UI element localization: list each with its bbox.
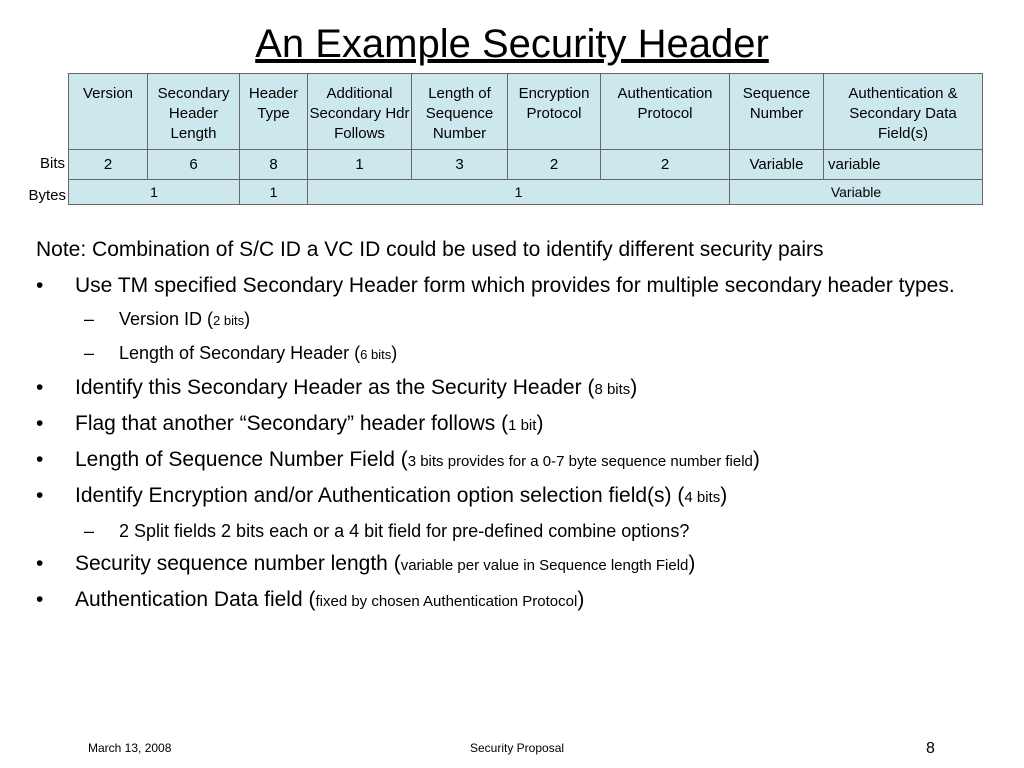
table-row-headers — [69, 74, 983, 150]
bullet-small: 4 bits — [684, 489, 721, 506]
bytes-row-label: Bytes — [28, 187, 66, 204]
bullet-text: Identify this Secondary Header as the Security Header ( — [75, 376, 595, 399]
note-line: Note: Combination of S/C ID a VC ID could be used to identify different security pairs — [36, 238, 824, 261]
bullet-close: ) — [577, 588, 585, 611]
header-cell-auth-secondary-data: Authentication & Secondary Data Field(s) — [824, 74, 983, 150]
bytes-cell: Variable — [730, 180, 983, 205]
bits-cell: 2 — [508, 150, 601, 180]
bullet-item — [36, 272, 1016, 300]
bullet-text: Use TM specified Secondary Header form which provides for multiple secondary header types. — [75, 274, 955, 297]
bits-cell: Variable — [730, 150, 824, 180]
bits-cell: 2 — [601, 150, 730, 180]
page-number: 8 — [926, 740, 935, 757]
table-row-bits — [69, 150, 983, 180]
bullet-item — [36, 482, 1016, 512]
bullet-small: variable per value in Sequence length Field — [400, 557, 689, 574]
header-cell-secondary-header-length: Secondary Header Length — [148, 74, 240, 150]
bullet-small: fixed by chosen Authentication Protocol — [315, 593, 578, 610]
sub-bullet-small: 6 bits — [360, 347, 392, 362]
bullet-item — [36, 550, 1016, 580]
bullet-small: 8 bits — [594, 381, 631, 398]
bullet-item — [36, 410, 1016, 440]
sub-bullet-small: 2 bits — [213, 313, 245, 328]
sub-bullet-item — [36, 518, 1016, 544]
bits-cell: variable — [824, 150, 983, 180]
bullet-icon: • — [36, 274, 44, 297]
bits-cell: 1 — [308, 150, 412, 180]
bytes-cell: 1 — [69, 180, 240, 205]
bullet-icon: • — [36, 448, 44, 471]
bullet-close: ) — [688, 552, 696, 575]
bullet-small: 3 bits provides for a 0-7 byte sequence number field — [407, 453, 753, 470]
footer-date: March 13, 2008 — [88, 741, 172, 755]
slide-title: An Example Security Header — [255, 22, 769, 66]
header-cell-version: Version — [69, 74, 148, 150]
bullet-item — [36, 446, 1016, 476]
bytes-cell: 1 — [308, 180, 730, 205]
header-cell-length-of-sequence: Length of Sequence Number — [412, 74, 508, 150]
bits-cell: 6 — [148, 150, 240, 180]
sub-bullet-text: Version ID ( — [119, 309, 214, 329]
notes-body — [36, 236, 1016, 622]
table-row-bytes — [69, 180, 983, 205]
security-header-table — [68, 73, 983, 205]
bits-row-label: Bits — [39, 155, 65, 172]
dash-icon: – — [84, 343, 95, 363]
bullet-icon: • — [36, 552, 44, 575]
bullet-icon: • — [36, 588, 44, 611]
bullet-close: ) — [536, 412, 544, 435]
bullet-text: Authentication Data field ( — [75, 588, 316, 611]
bytes-cell: 1 — [240, 180, 308, 205]
bits-cell: 2 — [69, 150, 148, 180]
bullet-text: Security sequence number length ( — [75, 552, 401, 575]
bullet-item — [36, 374, 1016, 404]
dash-icon: – — [84, 309, 95, 329]
bullet-text: Identify Encryption and/or Authentication option selection field(s) ( — [75, 484, 685, 507]
header-cell-encryption-protocol: Encryption Protocol — [508, 74, 601, 150]
header-cell-sequence-number: Sequence Number — [730, 74, 824, 150]
dash-icon: – — [84, 521, 95, 541]
bullet-icon: • — [36, 412, 44, 435]
bits-cell: 8 — [240, 150, 308, 180]
sub-bullet-text: 2 Split fields 2 bits each or a 4 bit field for pre-defined combine options? — [119, 521, 690, 541]
bullet-text: Length of Sequence Number Field ( — [75, 448, 408, 471]
sub-bullet-text: Length of Secondary Header ( — [119, 343, 361, 363]
sub-bullet-close: ) — [244, 309, 251, 329]
footer-title: Security Proposal — [470, 741, 565, 755]
bullet-close: ) — [752, 448, 760, 471]
bullet-text: Flag that another “Secondary” header follows ( — [75, 412, 509, 435]
header-cell-additional-secondary: Additional Secondary Hdr Follows — [308, 74, 412, 150]
sub-bullet-item — [36, 306, 1016, 334]
bullet-small: 1 bit — [508, 417, 537, 434]
bullet-icon: • — [36, 376, 44, 399]
bullet-close: ) — [720, 484, 728, 507]
bullet-item — [36, 586, 1016, 616]
bullet-close: ) — [630, 376, 638, 399]
header-cell-authentication-protocol: Authentication Protocol — [601, 74, 730, 150]
bits-cell: 3 — [412, 150, 508, 180]
header-cell-header-type: Header Type — [240, 74, 308, 150]
bullet-icon: • — [36, 484, 44, 507]
sub-bullet-item — [36, 340, 1016, 368]
sub-bullet-close: ) — [391, 343, 398, 363]
